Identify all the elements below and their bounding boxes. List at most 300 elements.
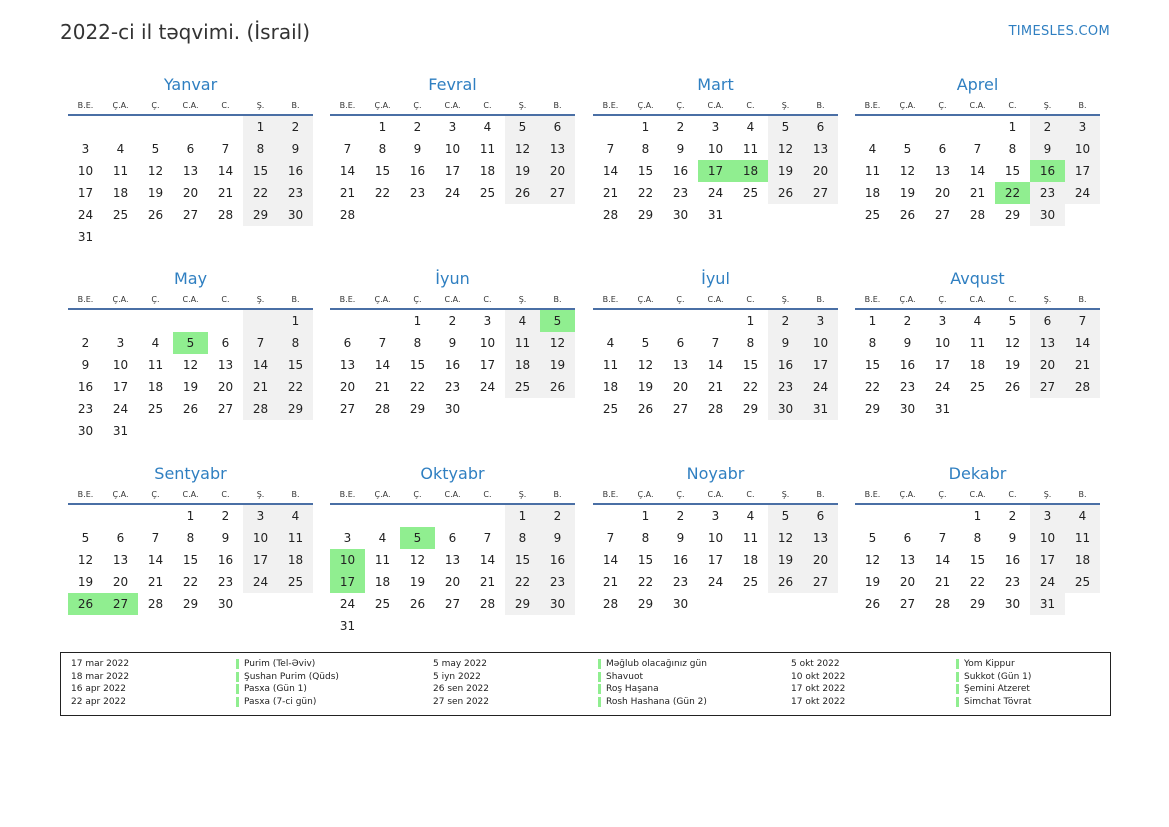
day-cell[interactable]: 8 [186,531,195,545]
holiday-day-cell[interactable]: 26 [68,593,103,615]
day-cell[interactable]: 24 [444,186,461,200]
day-cell[interactable]: 3 [711,120,720,134]
day-cell[interactable]: 23 [1004,575,1021,589]
day-cell[interactable]: 19 [768,549,803,571]
day-cell[interactable]: 17 [112,380,129,394]
day-cell[interactable]: 19 [147,186,164,200]
day-cell[interactable]: 24 [243,571,278,593]
day-cell[interactable]: 2 [768,310,803,332]
day-cell[interactable]: 3 [116,336,125,350]
day-cell[interactable]: 23 [278,182,313,204]
day-cell[interactable]: 9 [676,531,685,545]
day-cell[interactable]: 12 [182,358,199,372]
day-cell[interactable]: 29 [637,597,654,611]
day-cell[interactable]: 27 [934,208,951,222]
day-cell[interactable]: 21 [602,575,619,589]
day-cell[interactable]: 5 [868,531,877,545]
day-cell[interactable]: 4 [483,120,492,134]
day-cell[interactable]: 22 [374,186,391,200]
day-cell[interactable]: 8 [378,142,387,156]
day-cell[interactable]: 25 [147,402,164,416]
day-cell[interactable]: 16 [217,553,234,567]
holiday-day-cell[interactable]: 5 [400,527,435,549]
day-cell[interactable]: 21 [147,575,164,589]
day-cell[interactable]: 29 [742,402,759,416]
day-cell[interactable]: 27 [339,402,356,416]
day-cell[interactable]: 3 [711,509,720,523]
day-cell[interactable]: 26 [505,182,540,204]
day-cell[interactable]: 2 [676,509,685,523]
day-cell[interactable]: 11 [602,358,619,372]
day-cell[interactable]: 8 [641,142,650,156]
day-cell[interactable]: 22 [505,571,540,593]
day-cell[interactable]: 4 [505,310,540,332]
day-cell[interactable]: 16 [77,380,94,394]
day-cell[interactable]: 5 [768,505,803,527]
day-cell[interactable]: 2 [1030,116,1065,138]
day-cell[interactable]: 12 [768,527,803,549]
day-cell[interactable]: 28 [602,597,619,611]
day-cell[interactable]: 6 [116,531,125,545]
day-cell[interactable]: 23 [77,402,94,416]
day-cell[interactable]: 12 [864,553,881,567]
day-cell[interactable]: 17 [934,358,951,372]
day-cell[interactable]: 29 [278,398,313,420]
day-cell[interactable]: 11 [374,553,391,567]
day-cell[interactable]: 11 [1065,527,1100,549]
day-cell[interactable]: 5 [641,336,650,350]
day-cell[interactable]: 11 [742,142,759,156]
day-cell[interactable]: 8 [505,527,540,549]
day-cell[interactable]: 18 [742,553,759,567]
day-cell[interactable]: 1 [186,509,195,523]
day-cell[interactable]: 6 [540,116,575,138]
day-cell[interactable]: 19 [540,354,575,376]
day-cell[interactable]: 10 [243,527,278,549]
day-cell[interactable]: 18 [969,358,986,372]
day-cell[interactable]: 24 [339,597,356,611]
day-cell[interactable]: 23 [444,380,461,394]
day-cell[interactable]: 22 [742,380,759,394]
day-cell[interactable]: 13 [1030,332,1065,354]
day-cell[interactable]: 20 [217,380,234,394]
day-cell[interactable]: 27 [672,402,689,416]
day-cell[interactable]: 9 [903,336,912,350]
day-cell[interactable]: 19 [77,575,94,589]
day-cell[interactable]: 28 [339,208,356,222]
day-cell[interactable]: 23 [672,186,689,200]
day-cell[interactable]: 26 [540,376,575,398]
day-cell[interactable]: 25 [112,208,129,222]
day-cell[interactable]: 17 [1065,160,1100,182]
day-cell[interactable]: 26 [768,571,803,593]
day-cell[interactable]: 30 [1030,204,1065,226]
day-cell[interactable]: 29 [505,593,540,615]
day-cell[interactable]: 19 [409,575,426,589]
day-cell[interactable]: 6 [1030,310,1065,332]
day-cell[interactable]: 23 [1030,182,1065,204]
day-cell[interactable]: 14 [707,358,724,372]
day-cell[interactable]: 1 [973,509,982,523]
day-cell[interactable]: 3 [243,505,278,527]
day-cell[interactable]: 30 [672,208,689,222]
day-cell[interactable]: 3 [1065,116,1100,138]
day-cell[interactable]: 8 [973,531,982,545]
day-cell[interactable]: 3 [343,531,352,545]
day-cell[interactable]: 3 [81,142,90,156]
day-cell[interactable]: 14 [147,553,164,567]
day-cell[interactable]: 25 [505,376,540,398]
day-cell[interactable]: 27 [444,597,461,611]
day-cell[interactable]: 22 [243,182,278,204]
day-cell[interactable]: 23 [672,575,689,589]
day-cell[interactable]: 8 [413,336,422,350]
day-cell[interactable]: 14 [602,553,619,567]
day-cell[interactable]: 24 [1065,182,1100,204]
day-cell[interactable]: 28 [969,208,986,222]
day-cell[interactable]: 10 [934,336,951,350]
day-cell[interactable]: 17 [707,553,724,567]
day-cell[interactable]: 5 [768,116,803,138]
day-cell[interactable]: 31 [803,398,838,420]
day-cell[interactable]: 16 [768,354,803,376]
day-cell[interactable]: 10 [479,336,496,350]
day-cell[interactable]: 13 [672,358,689,372]
day-cell[interactable]: 19 [768,160,803,182]
day-cell[interactable]: 19 [505,160,540,182]
day-cell[interactable]: 25 [278,571,313,593]
day-cell[interactable]: 9 [413,142,422,156]
day-cell[interactable]: 28 [374,402,391,416]
day-cell[interactable]: 24 [77,208,94,222]
day-cell[interactable]: 15 [243,160,278,182]
day-cell[interactable]: 15 [864,358,881,372]
day-cell[interactable]: 31 [1030,593,1065,615]
day-cell[interactable]: 12 [505,138,540,160]
day-cell[interactable]: 18 [864,186,881,200]
day-cell[interactable]: 13 [217,358,234,372]
holiday-day-cell[interactable]: 22 [995,182,1030,204]
day-cell[interactable]: 4 [1065,505,1100,527]
day-cell[interactable]: 9 [221,531,230,545]
holiday-day-cell[interactable]: 5 [173,332,208,354]
day-cell[interactable]: 2 [413,120,422,134]
day-cell[interactable]: 10 [77,164,94,178]
day-cell[interactable]: 31 [707,208,724,222]
day-cell[interactable]: 20 [112,575,129,589]
day-cell[interactable]: 28 [707,402,724,416]
day-cell[interactable]: 3 [803,310,838,332]
day-cell[interactable]: 10 [1030,527,1065,549]
day-cell[interactable]: 24 [803,376,838,398]
day-cell[interactable]: 24 [707,575,724,589]
day-cell[interactable]: 3 [483,314,492,328]
day-cell[interactable]: 23 [768,376,803,398]
day-cell[interactable]: 12 [637,358,654,372]
day-cell[interactable]: 27 [899,597,916,611]
day-cell[interactable]: 25 [864,208,881,222]
holiday-day-cell[interactable]: 27 [103,593,138,615]
day-cell[interactable]: 2 [221,509,230,523]
holiday-day-cell[interactable]: 16 [1030,160,1065,182]
day-cell[interactable]: 31 [112,424,129,438]
day-cell[interactable]: 2 [1008,509,1017,523]
day-cell[interactable]: 22 [637,186,654,200]
day-cell[interactable]: 30 [899,402,916,416]
day-cell[interactable]: 22 [278,376,313,398]
day-cell[interactable]: 15 [969,553,986,567]
day-cell[interactable]: 23 [540,571,575,593]
day-cell[interactable]: 4 [278,505,313,527]
day-cell[interactable]: 6 [186,142,195,156]
day-cell[interactable]: 11 [969,336,986,350]
day-cell[interactable]: 3 [448,120,457,134]
day-cell[interactable]: 10 [803,332,838,354]
day-cell[interactable]: 21 [339,186,356,200]
day-cell[interactable]: 9 [278,138,313,160]
day-cell[interactable]: 7 [938,531,947,545]
day-cell[interactable]: 14 [602,164,619,178]
day-cell[interactable]: 16 [1004,553,1021,567]
day-cell[interactable]: 7 [343,142,352,156]
day-cell[interactable]: 21 [934,575,951,589]
day-cell[interactable]: 6 [343,336,352,350]
day-cell[interactable]: 20 [934,186,951,200]
day-cell[interactable]: 16 [278,160,313,182]
day-cell[interactable]: 12 [768,138,803,160]
day-cell[interactable]: 28 [602,208,619,222]
day-cell[interactable]: 20 [540,160,575,182]
day-cell[interactable]: 22 [637,575,654,589]
day-cell[interactable]: 7 [483,531,492,545]
day-cell[interactable]: 9 [540,527,575,549]
day-cell[interactable]: 13 [899,553,916,567]
day-cell[interactable]: 15 [278,354,313,376]
day-cell[interactable]: 29 [1004,208,1021,222]
day-cell[interactable]: 1 [505,505,540,527]
day-cell[interactable]: 30 [1004,597,1021,611]
day-cell[interactable]: 3 [1030,505,1065,527]
day-cell[interactable]: 26 [147,208,164,222]
day-cell[interactable]: 30 [77,424,94,438]
day-cell[interactable]: 30 [278,204,313,226]
day-cell[interactable]: 7 [151,531,160,545]
day-cell[interactable]: 30 [672,597,689,611]
day-cell[interactable]: 14 [339,164,356,178]
day-cell[interactable]: 25 [479,186,496,200]
day-cell[interactable]: 11 [864,164,881,178]
day-cell[interactable]: 31 [77,230,94,244]
day-cell[interactable]: 18 [374,575,391,589]
day-cell[interactable]: 11 [112,164,129,178]
day-cell[interactable]: 6 [938,142,947,156]
day-cell[interactable]: 27 [540,182,575,204]
day-cell[interactable]: 28 [934,597,951,611]
day-cell[interactable]: 26 [899,208,916,222]
day-cell[interactable]: 21 [479,575,496,589]
day-cell[interactable]: 4 [746,509,755,523]
holiday-day-cell[interactable]: 10 [330,549,365,571]
day-cell[interactable]: 25 [742,186,759,200]
day-cell[interactable]: 22 [864,380,881,394]
day-cell[interactable]: 29 [243,204,278,226]
day-cell[interactable]: 17 [243,549,278,571]
day-cell[interactable]: 6 [676,336,685,350]
day-cell[interactable]: 7 [606,142,615,156]
day-cell[interactable]: 20 [182,186,199,200]
day-cell[interactable]: 4 [606,336,615,350]
day-cell[interactable]: 23 [899,380,916,394]
day-cell[interactable]: 26 [1004,380,1021,394]
day-cell[interactable]: 19 [1004,358,1021,372]
day-cell[interactable]: 21 [707,380,724,394]
day-cell[interactable]: 25 [374,597,391,611]
day-cell[interactable]: 27 [803,182,838,204]
day-cell[interactable]: 7 [711,336,720,350]
day-cell[interactable]: 12 [899,164,916,178]
holiday-day-cell[interactable]: 17 [698,160,733,182]
day-cell[interactable]: 8 [641,531,650,545]
day-cell[interactable]: 12 [147,164,164,178]
day-cell[interactable]: 8 [278,332,313,354]
day-cell[interactable]: 4 [868,142,877,156]
holiday-day-cell[interactable]: 18 [733,160,768,182]
day-cell[interactable]: 17 [1030,549,1065,571]
day-cell[interactable]: 1 [1008,120,1017,134]
day-cell[interactable]: 13 [182,164,199,178]
day-cell[interactable]: 27 [803,571,838,593]
day-cell[interactable]: 10 [444,142,461,156]
day-cell[interactable]: 24 [1030,571,1065,593]
day-cell[interactable]: 14 [934,553,951,567]
day-cell[interactable]: 28 [243,398,278,420]
day-cell[interactable]: 21 [602,186,619,200]
day-cell[interactable]: 19 [864,575,881,589]
day-cell[interactable]: 14 [374,358,391,372]
day-cell[interactable]: 1 [378,120,387,134]
day-cell[interactable]: 17 [803,354,838,376]
day-cell[interactable]: 7 [606,531,615,545]
day-cell[interactable]: 7 [221,142,230,156]
day-cell[interactable]: 2 [676,120,685,134]
day-cell[interactable]: 22 [182,575,199,589]
day-cell[interactable]: 2 [81,336,90,350]
day-cell[interactable]: 11 [505,332,540,354]
holiday-day-cell[interactable]: 5 [540,310,575,332]
day-cell[interactable]: 2 [278,116,313,138]
day-cell[interactable]: 13 [803,527,838,549]
day-cell[interactable]: 4 [746,120,755,134]
day-cell[interactable]: 1 [641,120,650,134]
day-cell[interactable]: 25 [602,402,619,416]
day-cell[interactable]: 1 [641,509,650,523]
day-cell[interactable]: 15 [409,358,426,372]
day-cell[interactable]: 21 [217,186,234,200]
day-cell[interactable]: 29 [409,402,426,416]
day-cell[interactable]: 21 [1065,354,1100,376]
day-cell[interactable]: 18 [147,380,164,394]
day-cell[interactable]: 9 [1030,138,1065,160]
day-cell[interactable]: 25 [742,575,759,589]
day-cell[interactable]: 26 [864,597,881,611]
day-cell[interactable]: 27 [1030,376,1065,398]
day-cell[interactable]: 29 [864,402,881,416]
day-cell[interactable]: 8 [746,336,755,350]
day-cell[interactable]: 28 [479,597,496,611]
day-cell[interactable]: 11 [479,142,496,156]
day-cell[interactable]: 14 [217,164,234,178]
day-cell[interactable]: 24 [934,380,951,394]
day-cell[interactable]: 29 [182,597,199,611]
day-cell[interactable]: 7 [1065,310,1100,332]
day-cell[interactable]: 1 [868,314,877,328]
day-cell[interactable]: 10 [1065,138,1100,160]
day-cell[interactable]: 12 [540,332,575,354]
day-cell[interactable]: 15 [637,164,654,178]
day-cell[interactable]: 13 [444,553,461,567]
day-cell[interactable]: 19 [637,380,654,394]
day-cell[interactable]: 15 [637,553,654,567]
day-cell[interactable]: 2 [540,505,575,527]
day-cell[interactable]: 20 [444,575,461,589]
day-cell[interactable]: 15 [182,553,199,567]
day-cell[interactable]: 26 [768,182,803,204]
day-cell[interactable]: 22 [969,575,986,589]
day-cell[interactable]: 18 [602,380,619,394]
day-cell[interactable]: 6 [903,531,912,545]
day-cell[interactable]: 28 [147,597,164,611]
day-cell[interactable]: 26 [637,402,654,416]
day-cell[interactable]: 13 [339,358,356,372]
day-cell[interactable]: 12 [77,553,94,567]
day-cell[interactable]: 11 [278,527,313,549]
day-cell[interactable]: 6 [803,116,838,138]
day-cell[interactable]: 24 [479,380,496,394]
day-cell[interactable]: 18 [112,186,129,200]
day-cell[interactable]: 20 [803,549,838,571]
day-cell[interactable]: 23 [409,186,426,200]
day-cell[interactable]: 30 [444,402,461,416]
day-cell[interactable]: 20 [672,380,689,394]
day-cell[interactable]: 5 [1008,314,1017,328]
day-cell[interactable]: 1 [746,314,755,328]
day-cell[interactable]: 13 [803,138,838,160]
day-cell[interactable]: 15 [1004,164,1021,178]
day-cell[interactable]: 28 [217,208,234,222]
day-cell[interactable]: 30 [768,398,803,420]
day-cell[interactable]: 20 [899,575,916,589]
day-cell[interactable]: 16 [899,358,916,372]
day-cell[interactable]: 8 [243,138,278,160]
day-cell[interactable]: 6 [803,505,838,527]
day-cell[interactable]: 20 [339,380,356,394]
day-cell[interactable]: 23 [217,575,234,589]
day-cell[interactable]: 26 [409,597,426,611]
day-cell[interactable]: 4 [973,314,982,328]
day-cell[interactable]: 18 [1065,549,1100,571]
day-cell[interactable]: 9 [1008,531,1017,545]
day-cell[interactable]: 21 [969,186,986,200]
day-cell[interactable]: 18 [505,354,540,376]
day-cell[interactable]: 27 [182,208,199,222]
day-cell[interactable]: 24 [707,186,724,200]
day-cell[interactable]: 15 [742,358,759,372]
day-cell[interactable]: 30 [217,597,234,611]
day-cell[interactable]: 29 [637,208,654,222]
day-cell[interactable]: 17 [444,164,461,178]
day-cell[interactable]: 31 [339,619,356,633]
day-cell[interactable]: 3 [938,314,947,328]
